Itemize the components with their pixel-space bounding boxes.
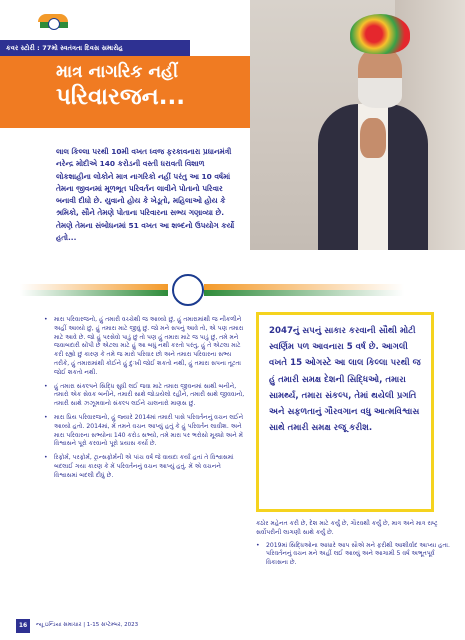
publication-footer: ન્યૂ ઇન્ડિયા સમાચાર | 1-15 સપ્ટેમ્બર, 2023 [36,622,139,628]
headline-line-2: પરિવારજન... [56,84,185,110]
list-item: • મારા પ્રિય પરિવારજનો, હું જ્યારે 2014માં તમારી પાસે પરિવર્તનનું વચન લઈને આવ્યો હતો. 2014માં, મેં તમને વચન આપ્યું હતું કે હું પરિવર્તન લાવીશ. અને મારા પરિવારના સભ્યોના 140 કરોડ સભ્યો, તમે મારા પર ભરોસો મૂક્યો અને મેં વિશ્વાસને પૂરો કરવાનો પૂરો પ્રયાસ કર્યો છે. [44,414,246,449]
photo-folded-hands [360,118,386,158]
list-item: • મારા પરિવારજનો, હું તમારી વચ્ચેથી જ આવ્યો છું, હું તમારામાંથી જ નીકળીને અહીં આવ્યો છું, હું તમારા માટે જીવું છું. જો મને સપનું આવે તો, એ પણ તમારા માટે આવે છે. જો હું પરસેવો પાડું છું તો પણ હું તમારા માટે જ પાડું છું, તમે મને જવાબદારી સોંપી છે એટલા માટે હું આ બધું નથી કરતો પરંતુ, હું તે એટલા માટે કરી રહ્યો છું કારણ કે તમે જ મારો પરિવાર છો અને તમારા પરિવારના સભ્ય તરીકે, હું તમારામાંથી કોઈને હું દુઃખી જોઈ શકતો નથી, હું તમારા સપના તૂટતા જોઈ શકતો નથી. [44,316,246,378]
divider-green-right [204,290,404,296]
left-bullet-list [44,316,246,486]
tricolor-emblem [0,0,190,40]
quote-box [256,312,434,512]
right-column [256,520,452,572]
photo-turban [350,14,410,54]
right-paragraph: કઠોર મહેનત કરી છે, દેશ માટે કર્યું છે, ગૌરવથી કર્યું છે, માત્ર અને માત્ર રાષ્ટ્ર સર્વોપરીની લાગણી સાથે કર્યું છે. [256,520,438,536]
intro-paragraph: લાલ કિલ્લા પરથી 10મી વખત ધ્વજ ફરકાવનારા પ્રધાનમંત્રી નરેન્દ્ર મોદીએ 140 કરોડની વસ્તી ધરાવતી વિશાળ લોકશાહીના લોકોને માત્ર નાગરિકો નહીં પરંતુ આ 10 વર્ષમાં તેમના જીવનમાં મૂળભૂત પરિવર્તન લાવીને પોતાનો પરિવાર બનાવી દીધો છે. યુવાનો હોય કે ખેડૂતો, મહિલાઓ હોય કે શ્રમિકો, સૌને તેમણે પોતાના પરિવારના સભ્ય ગણાવ્યા છે. તેમણે તેમના સંબોધનમાં 51 વખત આ શબ્દનો ઉપયોગ કર્યો હતો... [56,147,235,243]
ashoka-chakra-divider-icon [172,274,204,306]
cover-story-tag: કવર સ્ટોરી : 77મો સ્વતંત્રતા દિવસ સમારોહ [0,40,190,56]
right-bullet-item: • 2019માં સિદ્ધિઓના આધારે આપ સૌએ મને ફરીથી આશીર્વાદ આપ્યા હતા. પરિવર્તનનું વચન મને અહીં લઈ આવ્યું અને આગામી 5 વર્ષ અભૂતપૂર્વ વિકાસના છે. [256,542,452,568]
page-number: 16 [16,619,30,633]
headline [56,62,246,112]
highlight-quote: 2047નું સપનું સાકાર કરવાની સૌથી મોટી સ્વર્ણિમ પળ આવનારા 5 વર્ષ છે. આગલી વખતે 15 ઓગસ્ટે આ લાલ કિલ્લા પરથી જ હું તમારી સમક્ષ દેશની સિદ્ધિઓ, તમારા સામર્થ્ય, તમારા સંકલ્પ, તેમાં થયેલી પ્રગતિ અને સફળતાનું ગૌરવગાન વધુ આત્મવિશ્વાસ સાથે તમારી સમક્ષ રજૂ કરીશ. [269,326,421,434]
headline-line-1: માત્ર નાગરિક નહીં [56,62,178,82]
list-item: • રિફોર્મ, પરફોર્મ, ટ્રાન્સફોર્મની એ પાંચ વર્ષ જે વાયદા કર્યાં હતાં તે વિશ્વાસમાં બદલાઈ ગયા કારણ કે મેં પરિવર્તનનું વચન આપ્યું હતું. મેં એ વચનને વિશ્વાસમાં બદલી દીધું છે. [44,454,246,480]
divider-green-left [20,290,168,296]
ashoka-chakra-icon [48,18,60,30]
list-item: • હું તમારા સંકલ્પને સિદ્ધિ સુધી લઈ જવા માટે તમારા જીવનમાં સાથી બનીને, તમારો એક સેવક બનીને, તમારી સાથે જોડાયેલો રહીને, તમારી સાથે જીવવાનો, તમારી સાથે ઝઝૂમવાનો સંકલ્પ લઈને ચાલનારો માણસ છું. [44,383,246,409]
photo-beard [358,78,402,108]
pm-photo [250,0,465,250]
